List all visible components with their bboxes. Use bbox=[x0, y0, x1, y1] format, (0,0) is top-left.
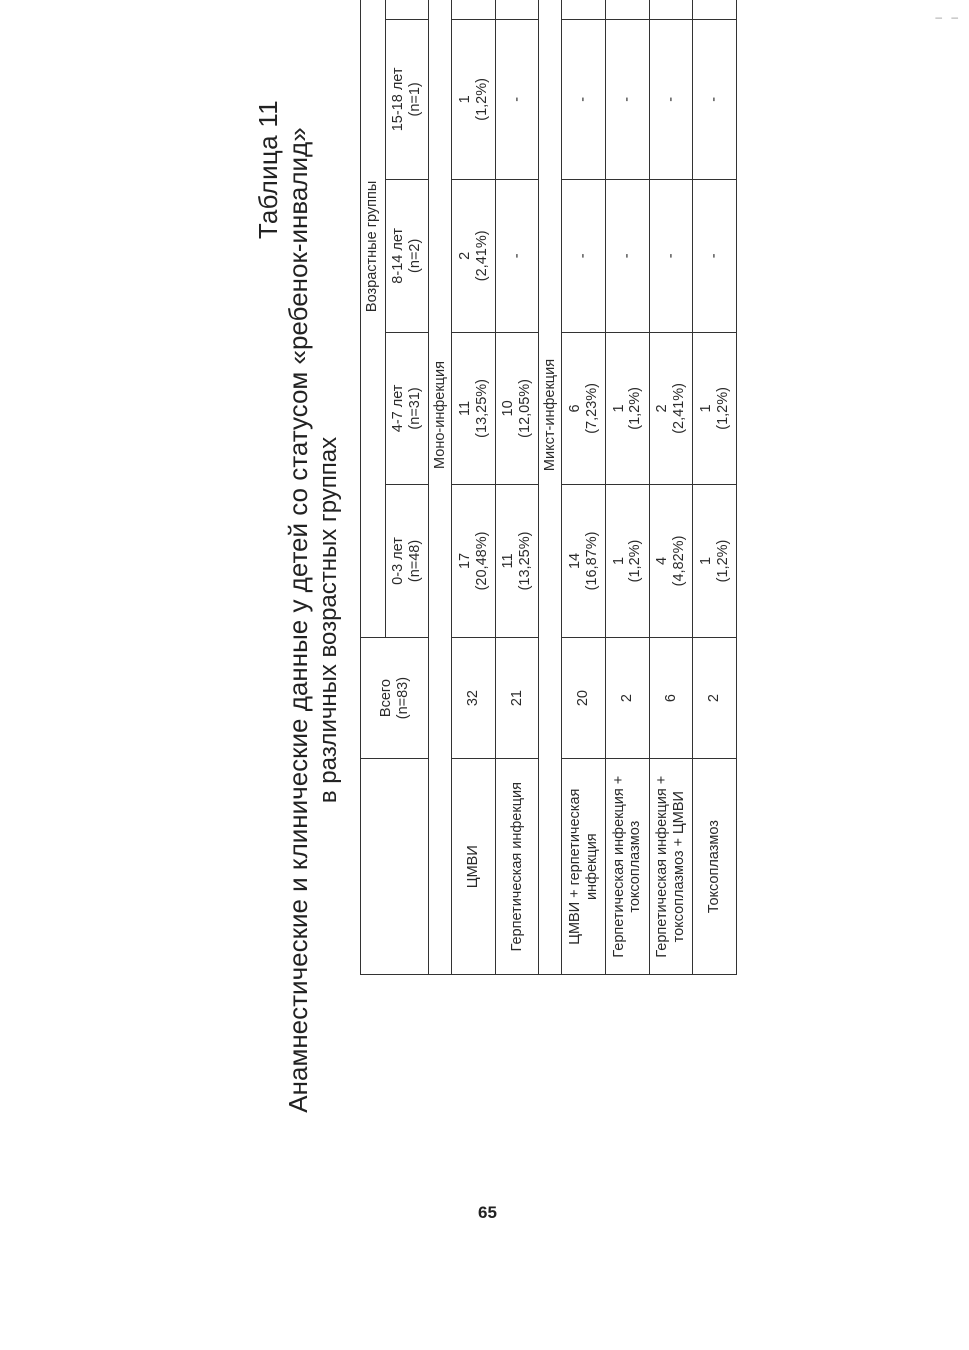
row-cell: - bbox=[562, 180, 606, 333]
row-total: 6 bbox=[649, 637, 693, 759]
row-label: Токсоплазмоз bbox=[693, 759, 737, 975]
table-row bbox=[649, 0, 693, 975]
header-row bbox=[361, 0, 386, 975]
header-age-groups: Возрастные группы bbox=[361, 0, 386, 637]
row-label: Герпетическая инфекция bbox=[495, 759, 539, 975]
header-empty-cell bbox=[361, 759, 429, 975]
row-cell: - bbox=[495, 19, 539, 179]
row-cell: - bbox=[606, 180, 650, 333]
row-cell bbox=[562, 0, 606, 19]
table-row bbox=[562, 0, 606, 975]
row-cell: 6 (7,23%) bbox=[562, 332, 606, 485]
row-label: Герпетическая инфекция + токсоплазмоз + ЦМВИ bbox=[649, 759, 693, 975]
header-age-group: 15-18 лет (n=1) bbox=[385, 19, 429, 179]
row-total: 21 bbox=[495, 637, 539, 759]
row-cell: 2 (2,41%) bbox=[452, 180, 496, 333]
data-table bbox=[360, 0, 737, 975]
row-label: ЦМВИ bbox=[452, 759, 496, 975]
corner-mark: – – bbox=[935, 10, 961, 24]
row-cell: - bbox=[649, 19, 693, 179]
row-total: 32 bbox=[452, 637, 496, 759]
page-number: 65 bbox=[478, 1203, 497, 1222]
row-cell: 14 (16,87%) bbox=[562, 485, 606, 638]
row-cell: - bbox=[495, 180, 539, 333]
row-cell: 1 (1,2%) bbox=[606, 485, 650, 638]
row-cell: 1 (1,2%) bbox=[693, 332, 737, 485]
row-total: 2 bbox=[693, 637, 737, 759]
row-cell: - bbox=[693, 180, 737, 333]
table-row bbox=[495, 0, 539, 975]
header-age-group: 8-14 лет (n=2) bbox=[385, 180, 429, 333]
table-row bbox=[693, 0, 737, 975]
row-cell: 1 (1,2%) bbox=[452, 19, 496, 179]
row-cell: 10 (12,05%) bbox=[495, 332, 539, 485]
table-row bbox=[452, 0, 496, 975]
table-subtitle: в различных возрастных группах bbox=[315, 436, 342, 804]
row-total: 2 bbox=[606, 637, 650, 759]
section-row bbox=[429, 0, 452, 975]
row-cell bbox=[649, 0, 693, 19]
row-cell: 2 (2,41%) bbox=[649, 332, 693, 485]
section-title: Моно-инфекция bbox=[429, 0, 452, 975]
section-title: Микст-инфекция bbox=[539, 0, 562, 975]
row-cell: - bbox=[606, 19, 650, 179]
row-cell: - bbox=[693, 19, 737, 179]
row-cell: - bbox=[562, 19, 606, 179]
row-cell: 4 (4,82%) bbox=[649, 485, 693, 638]
header-total: Всего (n=83) bbox=[361, 637, 429, 759]
section-row bbox=[539, 0, 562, 975]
table-label: Таблица 11 bbox=[253, 100, 283, 240]
table-title: Анамнестические и клинические данные у детей со статусом «ребенок-инвалид» bbox=[283, 127, 313, 1113]
header-age-group: 0-3 лет (n=48) bbox=[385, 485, 429, 638]
row-cell bbox=[606, 0, 650, 19]
row-cell bbox=[693, 0, 737, 19]
header-age-group: 4-7 лет (n=31) bbox=[385, 332, 429, 485]
row-cell: 17 (20,48%) bbox=[452, 485, 496, 638]
row-cell bbox=[452, 0, 496, 19]
table-row bbox=[606, 0, 650, 975]
row-cell: 1 (1,2%) bbox=[693, 485, 737, 638]
row-cell: - bbox=[649, 180, 693, 333]
row-cell: 11 (13,25%) bbox=[495, 485, 539, 638]
row-total: 20 bbox=[562, 637, 606, 759]
rotated-page-content bbox=[5, 10, 750, 1230]
row-cell: 1 (1,2%) bbox=[606, 332, 650, 485]
row-cell: 11 (13,25%) bbox=[452, 332, 496, 485]
row-label: ЦМВИ + герпетическая инфекция bbox=[562, 759, 606, 975]
header-age-group bbox=[385, 0, 429, 19]
row-label: Герпетическая инфекция + токсоплазмоз bbox=[606, 759, 650, 975]
row-cell bbox=[495, 0, 539, 19]
